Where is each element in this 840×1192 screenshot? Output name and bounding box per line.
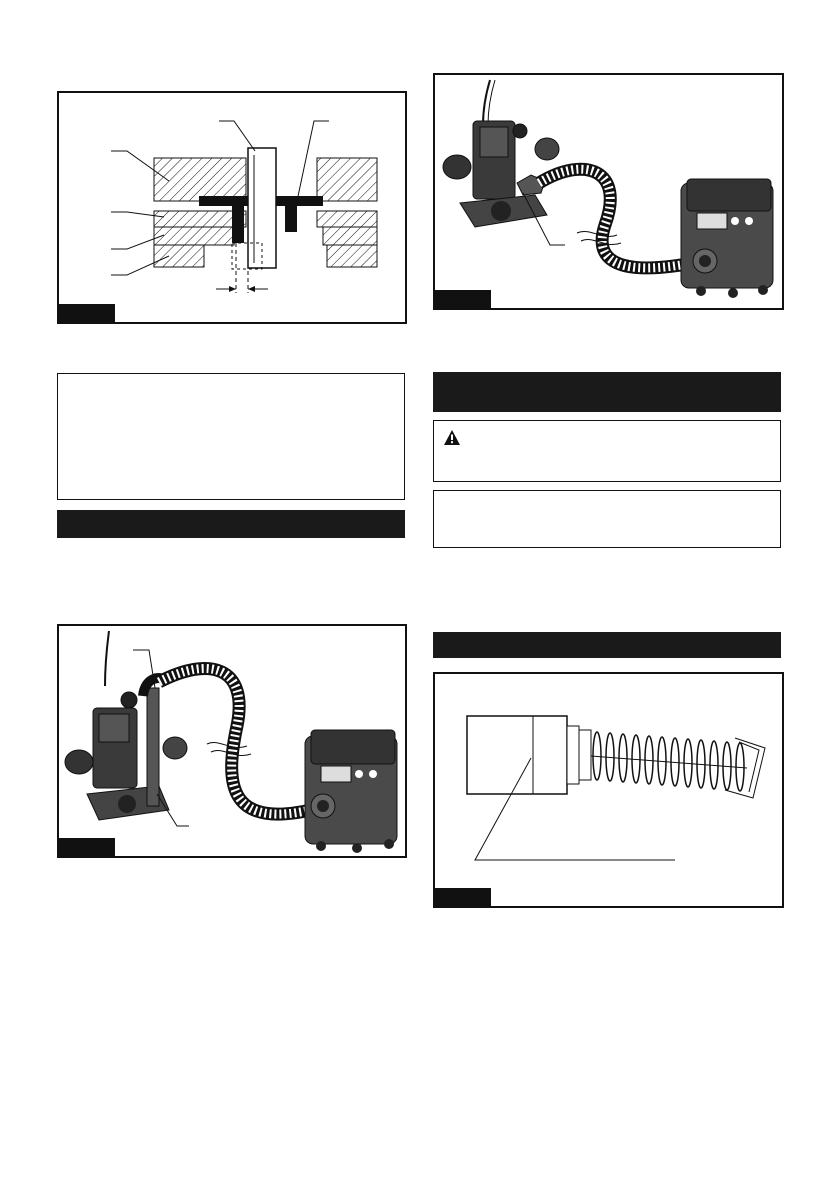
figure-hose-cuff [433, 672, 784, 908]
section-heading-bar-left [57, 510, 405, 538]
notice-text [434, 491, 780, 511]
hose-cuff-drawing [435, 674, 782, 906]
section-heading-bar-right [433, 372, 781, 412]
page-footer-strip [0, 1184, 840, 1192]
figure-router-vacuum-bottom [57, 624, 407, 858]
figure-tag [435, 888, 491, 906]
note-text [58, 374, 404, 394]
router-vacuum-drawing-bottom [59, 626, 405, 856]
notice-box [433, 490, 781, 548]
section-heading-right-2 [433, 632, 781, 644]
section-heading-right [433, 372, 781, 384]
section-heading-bar-right-2 [433, 632, 781, 658]
figure-router-vacuum-top [433, 73, 784, 310]
figure-tag [59, 304, 115, 322]
warning-triangle-icon [444, 430, 460, 445]
section-heading-left [57, 510, 405, 522]
template-guide-drawing [59, 93, 405, 322]
note-box [57, 373, 405, 500]
warning-box [433, 420, 781, 482]
figure-tag [435, 290, 491, 308]
figure-template-guide [57, 91, 407, 324]
figure-tag [59, 838, 115, 856]
router-vacuum-drawing-top [435, 75, 782, 308]
